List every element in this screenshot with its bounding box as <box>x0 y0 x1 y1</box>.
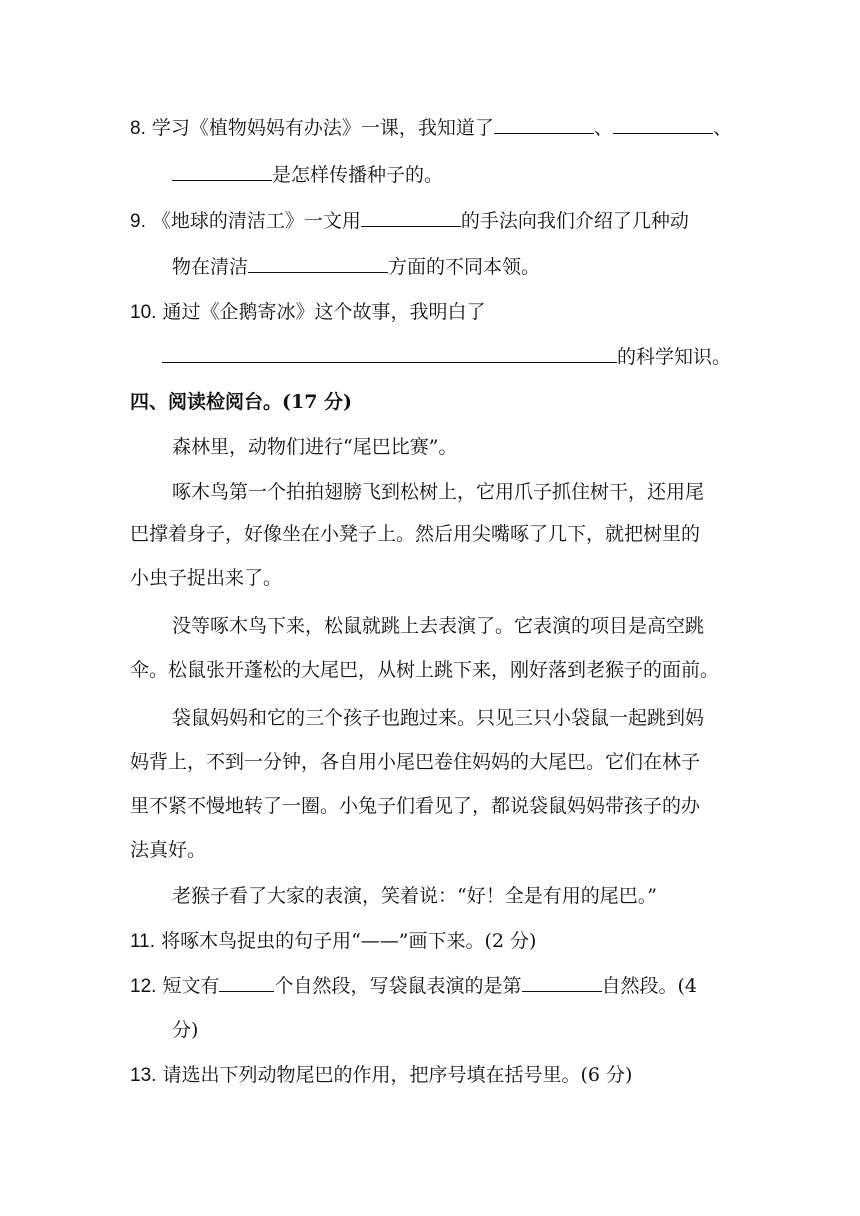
passage-paragraph-3-line-2: 伞。松鼠张开蓬松的大尾巴，从树上跳下来，刚好落到老猴子的面前。 <box>130 659 720 681</box>
question-text: 个自然段，写袋鼠表演的是第 <box>274 975 522 997</box>
question-text: 物在清洁 <box>172 256 249 278</box>
question-number: 13. <box>130 1065 157 1086</box>
question-number: 9. <box>130 211 146 232</box>
question-9 <box>130 208 689 234</box>
question-8 <box>130 115 732 141</box>
passage-paragraph-4-line-1: 袋鼠妈妈和它的三个孩子也跑过来。只见三只小袋鼠一起跳到妈 <box>172 707 705 729</box>
passage-paragraph-2-line-1: 啄木鸟第一个拍拍翅膀飞到松树上，它用爪子抓住树干，还用尾 <box>172 481 705 503</box>
answer-blank[interactable] <box>522 973 602 992</box>
question-text: 请选出下列动物尾巴的作用，把序号填在括号里。(6 分) <box>162 1064 633 1086</box>
question-number: 11. <box>130 931 156 952</box>
question-text: 的科学知识。 <box>617 346 732 368</box>
question-13 <box>130 1063 632 1088</box>
answer-blank[interactable] <box>172 162 272 181</box>
question-10 <box>130 300 485 325</box>
answer-blank[interactable] <box>361 208 461 227</box>
answer-blank[interactable] <box>613 115 713 134</box>
question-8-line-2 <box>172 162 443 187</box>
question-text: 短文有 <box>162 975 220 997</box>
question-text: 的手法向我们介绍了几种动 <box>460 210 689 232</box>
separator: 、 <box>712 117 732 139</box>
question-text: 《地球的清洁工》一文用 <box>151 210 361 232</box>
question-text: 通过《企鹅寄冰》这个故事，我明白了 <box>162 301 486 323</box>
passage-paragraph-4-line-2: 妈背上，不到一分钟，各自用小尾巴卷住妈妈的大尾巴。它们在林子 <box>130 751 701 773</box>
question-11 <box>130 929 536 954</box>
question-10-line-2 <box>162 344 731 369</box>
passage-paragraph-5: 老猴子看了大家的表演，笑着说：“好！全是有用的尾巴。” <box>172 885 657 907</box>
passage-paragraph-2-line-3: 小虫子捉出来了。 <box>130 567 283 589</box>
answer-blank[interactable] <box>162 344 617 363</box>
passage-paragraph-1: 森林里，动物们进行“尾巴比赛”。 <box>172 436 458 458</box>
question-text: 是怎样传播种子的。 <box>272 164 444 186</box>
question-number: 8. <box>130 118 146 139</box>
separator: 、 <box>593 117 613 139</box>
question-text: 自然段。(4 <box>601 975 698 997</box>
question-text: 将啄木鸟捉虫的句子用“——”画下来。(2 分) <box>161 930 537 952</box>
answer-blank[interactable] <box>248 254 388 273</box>
question-12 <box>130 973 697 999</box>
question-12-line-2: 分) <box>172 1019 199 1041</box>
section-heading: 四、阅读检阅台。(17 分) <box>130 391 353 413</box>
question-text: 学习《植物妈妈有办法》一课，我知道了 <box>151 117 494 139</box>
answer-blank[interactable] <box>494 115 594 134</box>
question-number: 10. <box>130 302 157 323</box>
question-text: 方面的不同本领。 <box>388 256 541 278</box>
answer-blank[interactable] <box>219 973 274 992</box>
passage-paragraph-4-line-4: 法真好。 <box>130 839 207 861</box>
question-9-line-2 <box>172 254 540 279</box>
passage-paragraph-4-line-3: 里不紧不慢地转了一圈。小兔子们看见了，都说袋鼠妈妈带孩子的办 <box>130 795 701 817</box>
passage-paragraph-2-line-2: 巴撑着身子，好像坐在小凳子上。然后用尖嘴啄了几下，就把树里的 <box>130 523 701 545</box>
passage-paragraph-3-line-1: 没等啄木鸟下来，松鼠就跳上去表演了。它表演的项目是高空跳 <box>172 615 705 637</box>
question-number: 12. <box>130 976 157 997</box>
